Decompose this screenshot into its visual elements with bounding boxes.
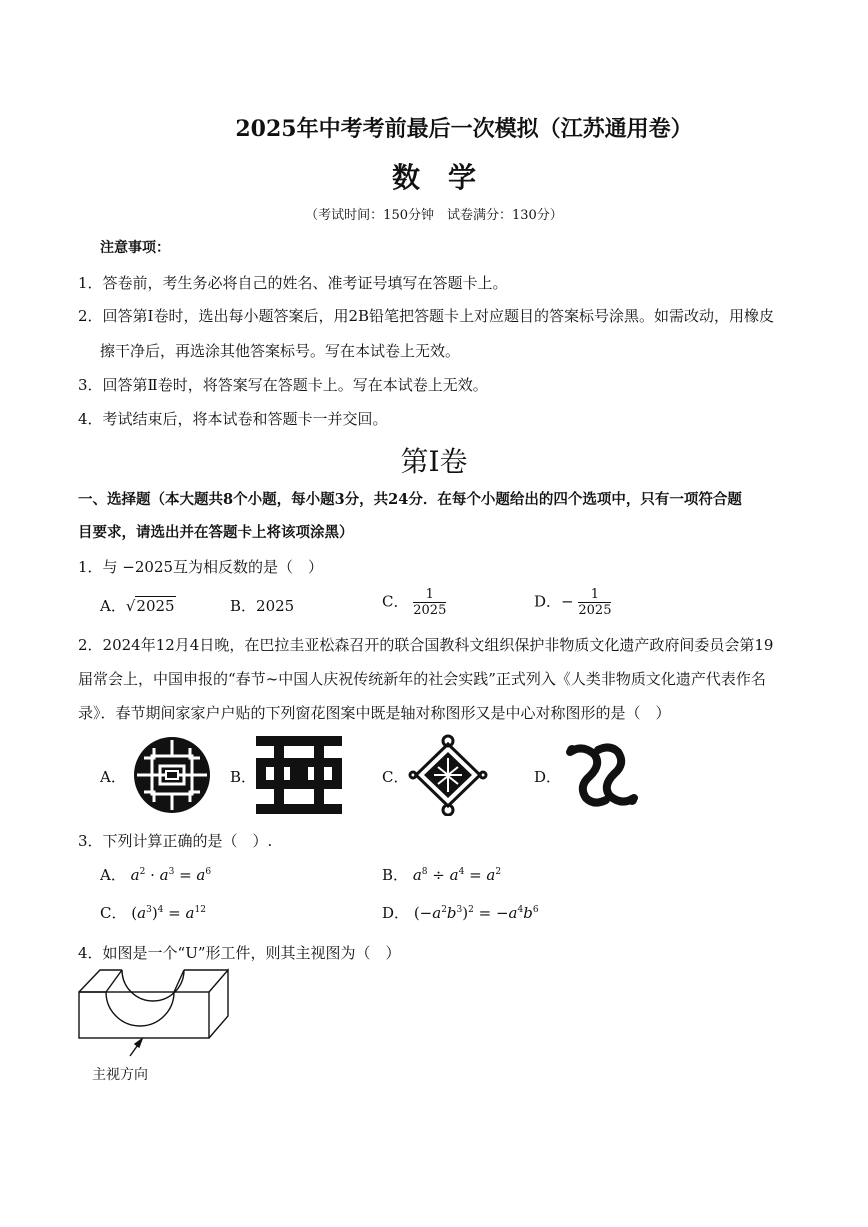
- q1-option-c-fraction: [413, 587, 446, 618]
- fraction-denominator: 2025: [578, 603, 612, 618]
- q1-option-c-label: C．: [382, 592, 409, 611]
- note-item: 1．答卷前，考生务必将自己的姓名、准考证号填写在答题卡上。: [78, 274, 508, 292]
- q1-option-c: [382, 587, 446, 618]
- note-item: 4．考试结束后，将本试卷和答题卡一并交回。: [78, 410, 388, 428]
- papercut-diamond-icon: [408, 734, 488, 816]
- q3-option-d-expression: $(-a^2b^3)^2 = -a^4b^6$: [413, 904, 539, 922]
- note-item: 2．回答第Ⅰ卷时，选出每小题答案后，用2B铅笔把答题卡上对应题目的答案标号涂黑。如需改动，用橡皮: [78, 307, 775, 325]
- q3-option-c: [100, 902, 206, 923]
- volume-title: 第Ⅰ卷: [400, 445, 468, 478]
- q1-option-d-label: D．: [534, 592, 562, 611]
- question-2-stem-line: 2．2024年12月4日晚，在巴拉圭亚松森召开的联合国教科文组织保护非物质文化遗产政府间委员会第19: [78, 636, 774, 654]
- q3-option-c-expression: $(a^3)^4 = a^{12}$: [131, 904, 206, 922]
- q3-option-b-expression: $a^8 \div a^4 = a^2$: [412, 866, 502, 884]
- papercut-scroll-icon: [562, 740, 642, 810]
- exam-info: （考试时间：150分钟 试卷满分：130分）: [305, 208, 563, 223]
- q1-option-b-label: B．: [230, 597, 257, 615]
- fraction-denominator: 2025: [413, 603, 447, 618]
- q3-option-b: [382, 864, 501, 885]
- section-heading-cont: 目要求，请选出并在答题卡上将该项涂黑）: [78, 524, 354, 541]
- q1-option-b: [230, 595, 294, 616]
- fraction-numerator: 1: [425, 587, 434, 602]
- q1-option-d: [534, 587, 611, 618]
- subject-title: 数学: [391, 161, 504, 194]
- question-3-stem: 3．下列计算正确的是（ ）.: [78, 832, 273, 850]
- paper-title: 2025年中考考前最后一次模拟（江苏通用卷）: [235, 116, 693, 142]
- q3-option-a-label: A．: [100, 866, 126, 884]
- question-2-stem-line: 录》．春节期间家家户户贴的下列窗花图案中既是轴对称图形又是中心对称图形的是（ ）: [78, 704, 671, 722]
- q2-option-a-label: A．: [100, 768, 126, 786]
- q3-option-c-label: C．: [100, 904, 127, 922]
- q3-option-d-label: D．: [382, 904, 410, 922]
- q1-option-d-fraction: [578, 587, 611, 618]
- figure-caption: 主视方向: [92, 1067, 148, 1083]
- q1-option-a: A．√2025: [100, 597, 175, 615]
- q3-option-a-expression: $a^2 \cdot a^3 = a^6$: [130, 866, 212, 884]
- fraction-numerator: 1: [590, 587, 600, 602]
- q3-option-a: [100, 864, 211, 885]
- q3-option-d: [382, 902, 539, 923]
- question-4-stem: 4．如图是一个“U”形工件，则其主视图为（ ）: [78, 944, 401, 962]
- q2-option-d-label: D．: [534, 768, 562, 786]
- note-item: 3．回答第Ⅱ卷时，将答案写在答题卡上。写在本试卷上无效。: [78, 376, 488, 394]
- papercut-round-icon: [132, 736, 212, 814]
- notes-heading: 注意事项：: [100, 240, 170, 256]
- question-1-stem: 1．与 −2025互为相反数的是（ ）: [78, 558, 324, 576]
- q2-option-b-label: B．: [230, 768, 257, 786]
- q3-option-b-label: B．: [382, 866, 409, 884]
- papercut-square-icon: [256, 736, 342, 814]
- section-heading: 一、选择题（本大题共8个小题，每小题3分，共24分．在每个小题给出的四个选项中，只有一项符合题: [78, 491, 742, 508]
- minus-sign: −: [561, 592, 574, 611]
- question-2-stem-line: 届常会上，中国申报的“春节~中国人庆祝传统新年的社会实践”正式列入《人类非物质文化遗产代表作名: [78, 670, 766, 688]
- q1-option-b-value: 2025: [256, 597, 295, 615]
- q1-option-a-label: A．: [100, 597, 126, 615]
- note-item: 擦干净后，再选涂其他答案标号。写在本试卷上无效。: [100, 342, 461, 360]
- q2-option-c-label: C．: [382, 768, 409, 786]
- q1-option-a-value: 2025: [136, 597, 175, 615]
- u-shaped-workpiece-figure: [76, 966, 232, 1058]
